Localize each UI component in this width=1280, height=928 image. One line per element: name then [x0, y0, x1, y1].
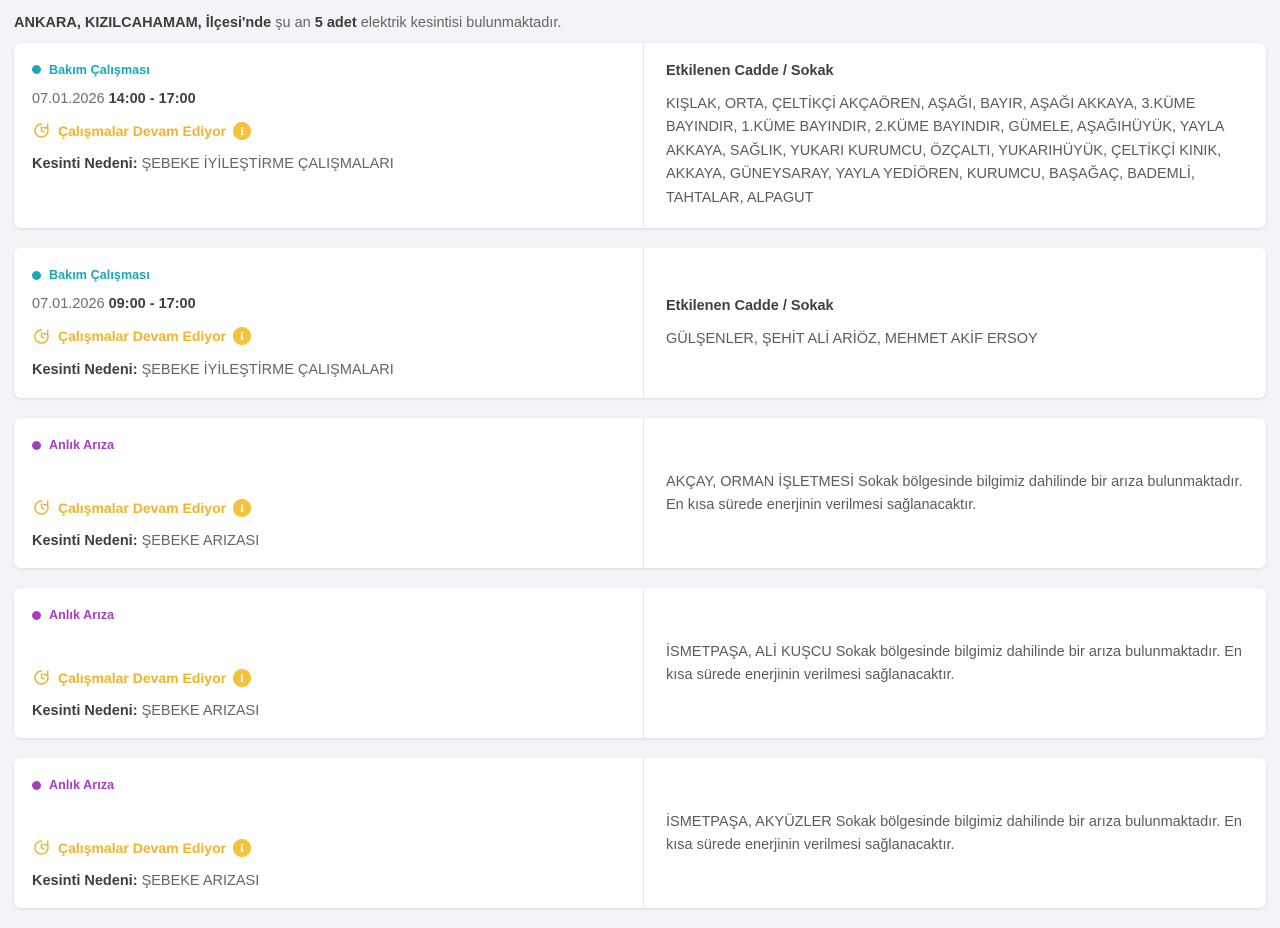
- outage-reason-label: Kesinti Nedeni:: [32, 361, 138, 378]
- outage-reason-value: ŞEBEKE İYİLEŞTİRME ÇALIŞMALARI: [141, 361, 394, 378]
- outage-status-text: Çalışmalar Devam Ediyor: [58, 669, 227, 686]
- outage-card-details: [14, 248, 644, 398]
- outage-date: 07.01.2026: [32, 296, 105, 313]
- outage-card[interactable]: [14, 588, 1266, 738]
- outage-card-streets: [644, 758, 1266, 908]
- outage-type-label: Bakım Çalışması: [49, 268, 150, 283]
- fault-dot-icon: [32, 781, 41, 790]
- outage-status-text: Çalışmalar Devam Ediyor: [58, 499, 227, 516]
- outage-datetime: [32, 806, 625, 825]
- outage-datetime: [32, 636, 625, 655]
- info-icon[interactable]: i: [233, 839, 251, 857]
- outage-type-row: [32, 268, 625, 282]
- info-icon[interactable]: i: [233, 669, 251, 687]
- info-icon[interactable]: i: [233, 499, 251, 517]
- outage-datetime: [32, 296, 625, 313]
- outage-reason-row: [32, 703, 625, 719]
- outage-status-text: Çalışmalar Devam Ediyor: [58, 839, 227, 856]
- outage-card-streets: [644, 43, 1266, 228]
- affected-streets-text: AKÇAY, ORMAN İŞLETMESİ Sokak bölgesinde bilgimiz dahilinde bir arıza bulunmaktadır. En kısa sürede enerjinin verilmesi sağlanacaktır.: [666, 473, 1243, 514]
- outage-card-details: [14, 43, 644, 228]
- outage-type-row: [32, 778, 625, 792]
- outage-datetime: [32, 91, 625, 108]
- clock-refresh-icon: [32, 838, 51, 857]
- affected-streets-heading: Etkilenen Cadde / Sokak: [666, 62, 834, 79]
- outage-reason-value: ŞEBEKE ARIZASI: [141, 703, 260, 720]
- outage-reason-row: [32, 156, 625, 172]
- outage-type-row: [32, 438, 625, 452]
- outage-reason-value: ŞEBEKE ARIZASI: [141, 533, 260, 550]
- outage-status-text: Çalışmalar Devam Ediyor: [58, 122, 227, 139]
- outage-reason-value: ŞEBEKE İYİLEŞTİRME ÇALIŞMALARI: [141, 156, 394, 173]
- outage-type-row: [32, 63, 625, 77]
- outage-card[interactable]: [14, 418, 1266, 568]
- info-icon[interactable]: i: [233, 327, 251, 345]
- outage-type-label: Anlık Arıza: [49, 608, 115, 623]
- outage-status-text: Çalışmalar Devam Ediyor: [58, 328, 227, 345]
- fault-dot-icon: [32, 441, 41, 450]
- outage-card-streets: [644, 418, 1266, 568]
- affected-streets-text: İSMETPAŞA, ALİ KUŞCU Sokak bölgesinde bilgimiz dahilinde bir arıza bulunmaktadır. En kısa sürede enerjinin verilmesi sağlanacaktır.: [666, 643, 1242, 684]
- outage-datetime: [32, 466, 625, 485]
- affected-streets-heading: Etkilenen Cadde / Sokak: [666, 297, 834, 314]
- outage-cards: [0, 43, 1280, 908]
- outage-reason-row: [32, 362, 625, 378]
- outage-card-streets: [644, 588, 1266, 738]
- outage-card[interactable]: [14, 758, 1266, 908]
- maintenance-dot-icon: [32, 271, 41, 280]
- clock-refresh-icon: [32, 327, 51, 346]
- clock-refresh-icon: [32, 498, 51, 517]
- summary-middle: şu an: [275, 15, 311, 31]
- outage-time: 14:00 - 17:00: [108, 90, 196, 107]
- outage-reason-label: Kesinti Nedeni:: [32, 156, 138, 173]
- outage-reason-row: [32, 533, 625, 549]
- outage-status-row: [32, 668, 625, 687]
- fault-dot-icon: [32, 611, 41, 620]
- outage-type-label: Bakım Çalışması: [49, 62, 150, 77]
- outage-type-row: [32, 608, 625, 622]
- outage-type-label: Anlık Arıza: [49, 438, 115, 453]
- outage-card-details: [14, 588, 644, 738]
- outage-card-streets: [644, 248, 1266, 398]
- outage-reason-row: [32, 873, 625, 889]
- outage-status-row: [32, 498, 625, 517]
- affected-streets-text: KIŞLAK, ORTA, ÇELTİKÇİ AKÇAÖREN, AŞAĞI, BAYIR, AŞAĞI AKKAYA, 3.KÜME BAYINDIR, 1.KÜME BAYINDIR, 2.KÜME BAYINDIR, GÜMELE, AŞAĞIHÜYÜK, YAYLA AKKAYA, SAĞLIK, YUKARI KURUMCU, ÖZÇALTI, YUKARIHÜYÜK, ÇELTİKÇİ KINIK, AKKAYA, GÜNEYSARAY, YAYLA YEDİÖREN, KURUMCU, BAŞAĞAÇ, BADEMLİ, TAHTALAR, ALPAGUT: [666, 95, 1224, 206]
- outage-reason-label: Kesinti Nedeni:: [32, 533, 138, 550]
- outage-reason-label: Kesinti Nedeni:: [32, 703, 138, 720]
- summary-bar: [0, 0, 1280, 43]
- outage-type-label: Anlık Arıza: [49, 778, 115, 793]
- affected-streets-text: GÜLŞENLER, ŞEHİT ALİ ARİÖZ, MEHMET AKİF ERSOY: [666, 330, 1038, 347]
- outage-date: 07.01.2026: [32, 90, 105, 107]
- info-icon[interactable]: i: [233, 122, 251, 140]
- outage-status-row: [32, 838, 625, 857]
- summary-location: ANKARA, KIZILCAHAMAM, İlçesi'nde: [14, 15, 272, 31]
- outage-card[interactable]: [14, 248, 1266, 398]
- outage-reason-value: ŞEBEKE ARIZASI: [141, 873, 260, 890]
- summary-count: 5 adet: [314, 15, 357, 31]
- outage-reason-label: Kesinti Nedeni:: [32, 873, 138, 890]
- maintenance-dot-icon: [32, 65, 41, 74]
- outage-time: 09:00 - 17:00: [108, 296, 196, 313]
- affected-streets-text: İSMETPAŞA, AKYÜZLER Sokak bölgesinde bilgimiz dahilinde bir arıza bulunmaktadır. En kısa sürede enerjinin verilmesi sağlanacaktır.: [666, 813, 1242, 854]
- clock-refresh-icon: [32, 668, 51, 687]
- summary-suffix: elektrik kesintisi bulunmaktadır.: [360, 15, 562, 31]
- outage-status-row: [32, 121, 625, 140]
- outage-status-row: [32, 327, 625, 346]
- outage-card-details: [14, 758, 644, 908]
- clock-refresh-icon: [32, 121, 51, 140]
- outage-card[interactable]: [14, 43, 1266, 228]
- outage-card-details: [14, 418, 644, 568]
